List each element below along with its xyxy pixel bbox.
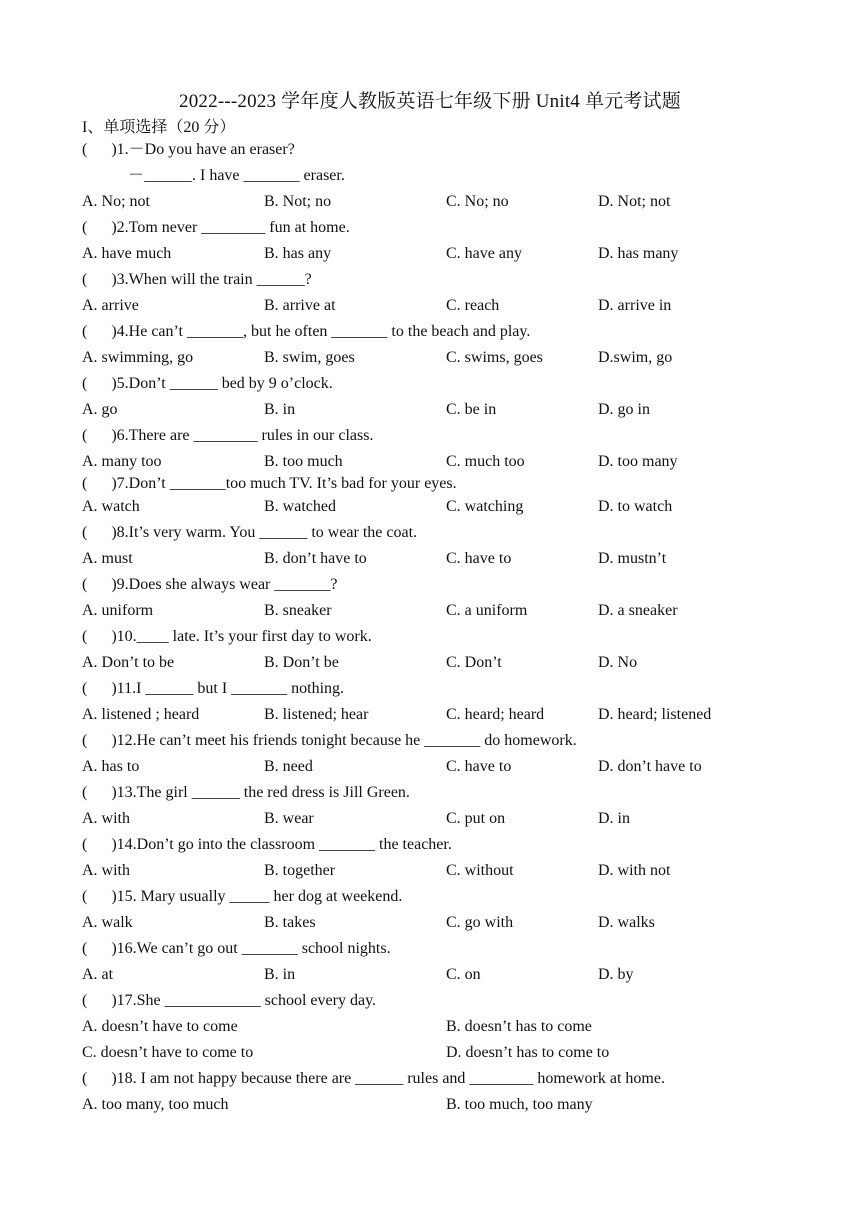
option-b: B. has any (264, 245, 332, 262)
option-d: D. doesn’t has to come to (446, 1044, 610, 1061)
option-c: C. go with (446, 914, 514, 931)
option-a: A. too many, too much (82, 1096, 229, 1113)
question-stem: ( )15. Mary usually _____ her dog at weekend. (82, 888, 403, 905)
option-b: B. takes (264, 914, 316, 931)
option-d: D. to watch (598, 498, 673, 515)
question-stem: ( )16.We can’t go out _______ school nights. (82, 940, 391, 957)
option-a: A. uniform (82, 602, 154, 619)
option-c: C. have to (446, 550, 512, 567)
option-b: B. too much (264, 453, 343, 470)
option-c: C. be in (446, 401, 497, 418)
option-c: C. swims, goes (446, 349, 543, 366)
option-c: C. reach (446, 297, 500, 314)
question-stem: ( )6.There are ________ rules in our class. (82, 427, 374, 444)
option-c: C. doesn’t have to come to (82, 1044, 254, 1061)
option-c: C. much too (446, 453, 525, 470)
option-c: C. without (446, 862, 514, 879)
option-a: A. has to (82, 758, 140, 775)
option-b: B. wear (264, 810, 314, 827)
option-b: B. in (264, 401, 296, 418)
option-b: B. in (264, 966, 296, 983)
option-a: A. walk (82, 914, 133, 931)
page-title: 2022---2023 学年度人教版英语七年级下册 Unit4 单元考试题 (179, 91, 681, 112)
option-d: D. No (598, 654, 638, 671)
option-a: A. No; not (82, 193, 150, 210)
option-b: B. sneaker (264, 602, 332, 619)
option-c: C. a uniform (446, 602, 528, 619)
question-stem: ( )9.Does she always wear _______? (82, 576, 338, 593)
question-stem: ( )13.The girl ______ the red dress is Jill Green. (82, 784, 410, 801)
option-d: D. don’t have to (598, 758, 702, 775)
option-b: B. swim, goes (264, 349, 355, 366)
question-stem: ( )12.He can’t meet his friends tonight because he _______ do homework. (82, 732, 577, 749)
option-c: C. have any (446, 245, 522, 262)
option-b: B. listened; hear (264, 706, 369, 723)
option-a: A. swimming, go (82, 349, 194, 366)
option-b: B. don’t have to (264, 550, 367, 567)
option-c: C. heard; heard (446, 706, 545, 723)
question-stem: ( )3.When will the train ______? (82, 271, 312, 288)
question-stem: ( )7.Don’t _______too much TV. It’s bad for your eyes. (82, 475, 457, 492)
option-a: A. with (82, 862, 130, 879)
option-d: D. go in (598, 401, 650, 418)
option-a: A. at (82, 966, 114, 983)
question-stem: ( )1.－Do you have an eraser? (82, 141, 295, 158)
option-d: D. a sneaker (598, 602, 678, 619)
question-stem: ( )17.She ____________ school every day. (82, 992, 377, 1009)
option-d: D. too many (598, 453, 678, 470)
question-stem: ( )2.Tom never ________ fun at home. (82, 219, 350, 236)
option-b: B. together (264, 862, 336, 879)
option-a: A. doesn’t have to come (82, 1018, 238, 1035)
option-a: A. Don’t to be (82, 654, 175, 671)
option-d: D. mustn’t (598, 550, 667, 567)
option-b: B. doesn’t has to come (446, 1018, 592, 1035)
option-c: C. No; no (446, 193, 509, 210)
question-stem-continuation: －______. I have _______ eraser. (112, 167, 345, 184)
option-b: B. Don’t be (264, 654, 339, 671)
option-b: B. too much, too many (446, 1096, 593, 1113)
question-stem: ( )14.Don’t go into the classroom _______ the teacher. (82, 836, 452, 853)
option-a: A. many too (82, 453, 162, 470)
option-b: B. watched (264, 498, 336, 515)
option-a: A. arrive (82, 297, 139, 314)
option-a: A. must (82, 550, 133, 567)
option-c: C. Don’t (446, 654, 502, 671)
question-stem: ( )18. I am not happy because there are ______ rules and ________ homework at home. (82, 1070, 665, 1087)
question-stem: ( )5.Don’t ______ bed by 9 o’clock. (82, 375, 333, 392)
option-b: B. need (264, 758, 313, 775)
option-d: D. walks (598, 914, 655, 931)
option-d: D. Not; not (598, 193, 671, 210)
option-d: D.swim, go (598, 349, 673, 366)
question-stem: ( )10.____ late. It’s your first day to work. (82, 628, 372, 645)
question-stem: ( )11.I ______ but I _______ nothing. (82, 680, 345, 697)
option-d: D. arrive in (598, 297, 672, 314)
option-d: D. heard; listened (598, 706, 712, 723)
option-d: D. with not (598, 862, 671, 879)
option-c: C. watching (446, 498, 524, 515)
option-d: D. has many (598, 245, 679, 262)
option-c: C. have to (446, 758, 512, 775)
option-a: A. listened ; heard (82, 706, 200, 723)
option-a: A. with (82, 810, 130, 827)
option-c: C. put on (446, 810, 506, 827)
option-d: D. by (598, 966, 634, 983)
option-c: C. on (446, 966, 481, 983)
option-a: A. watch (82, 498, 140, 515)
option-d: D. in (598, 810, 630, 827)
option-a: A. have much (82, 245, 172, 262)
question-stem: ( )8.It’s very warm. You ______ to wear the coat. (82, 524, 418, 541)
option-b: B. arrive at (264, 297, 336, 314)
option-b: B. Not; no (264, 193, 332, 210)
question-stem: ( )4.He can’t _______, but he often _______ to the beach and play. (82, 323, 531, 340)
option-a: A. go (82, 401, 118, 418)
section-heading: I、单项选择（20 分） (82, 119, 236, 136)
